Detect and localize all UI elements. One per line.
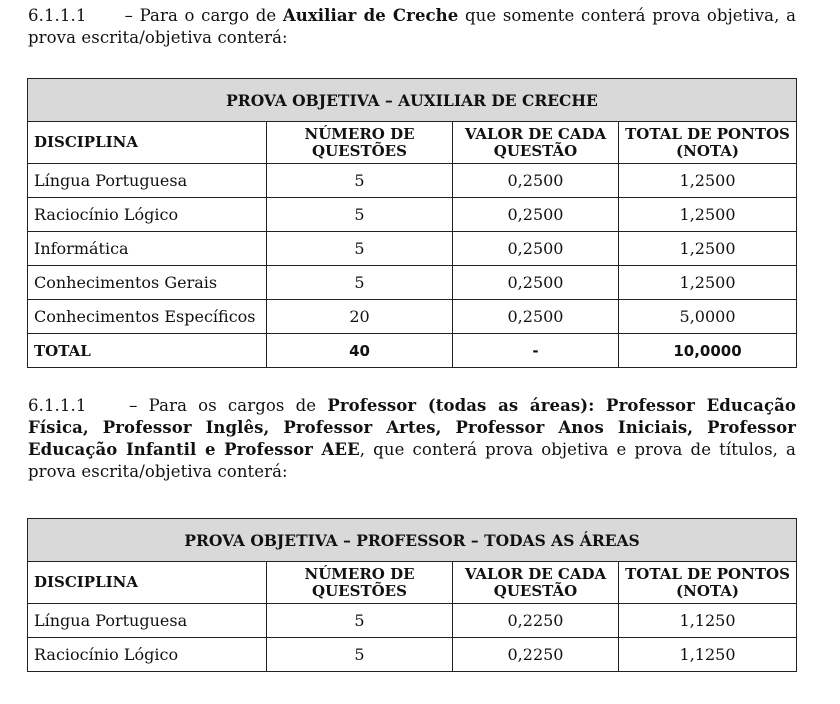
- table-total-row: [28, 334, 797, 368]
- table-cell: 0,2500: [453, 164, 619, 198]
- table-cell: Raciocínio Lógico: [28, 638, 267, 672]
- table-1-title: PROVA OBJETIVA – AUXILIAR DE CRECHE: [28, 79, 797, 122]
- table-cell: 5,0000: [619, 300, 797, 334]
- section-1-role: Auxiliar de Creche: [282, 6, 459, 25]
- section-1-number: 6.1.1.1: [28, 6, 87, 25]
- table-row: [28, 266, 797, 300]
- table-cell: 0,2250: [453, 638, 619, 672]
- table-2-header-valor: VALOR DE CADA QUESTÃO: [453, 562, 619, 604]
- table-cell: 1,2500: [619, 164, 797, 198]
- table-cell: Raciocínio Lógico: [28, 198, 267, 232]
- table-cell: Conhecimentos Gerais: [28, 266, 267, 300]
- table-1-header-disciplina: DISCIPLINA: [28, 122, 267, 164]
- table-cell: 5: [267, 232, 453, 266]
- table-cell: 5: [267, 638, 453, 672]
- table-cell: 1,1250: [619, 604, 797, 638]
- table-row: [28, 164, 797, 198]
- table-cell: 0,2500: [453, 266, 619, 300]
- table-1-header-valor: VALOR DE CADA QUESTÃO: [453, 122, 619, 164]
- table-total-questions: 40: [267, 334, 453, 368]
- table-cell: 20: [267, 300, 453, 334]
- table-auxiliar-creche: [27, 78, 797, 368]
- table-cell: Informática: [28, 232, 267, 266]
- table-cell: Língua Portuguesa: [28, 164, 267, 198]
- table-cell: 0,2500: [453, 232, 619, 266]
- table-cell: 5: [267, 198, 453, 232]
- table-2-header-numero: NÚMERO DE QUESTÕES: [267, 562, 453, 604]
- table-row: [28, 232, 797, 266]
- table-cell: 1,1250: [619, 638, 797, 672]
- table-row: [28, 604, 797, 638]
- section-2-number: 6.1.1.1: [28, 396, 87, 415]
- table-cell: 5: [267, 164, 453, 198]
- section-2-paragraph: [28, 395, 796, 483]
- section-2-text-after: , que conterá prova objetiva e prova de títulos, a prova escrita/objetiva conterá:: [28, 440, 796, 481]
- table-cell: 1,2500: [619, 198, 797, 232]
- section-1-text-before: – Para o cargo de: [118, 6, 283, 25]
- table-professor: [27, 518, 797, 672]
- table-cell: 0,2250: [453, 604, 619, 638]
- table-1-header-total: TOTAL DE PONTOS (NOTA): [619, 122, 797, 164]
- table-row: [28, 638, 797, 672]
- table-cell: 5: [267, 604, 453, 638]
- table-2-header-disciplina: DISCIPLINA: [28, 562, 267, 604]
- table-row: [28, 300, 797, 334]
- table-cell: Conhecimentos Específicos: [28, 300, 267, 334]
- table-1-header-numero: NÚMERO DE QUESTÕES: [267, 122, 453, 164]
- table-cell: 0,2500: [453, 198, 619, 232]
- table-cell: 1,2500: [619, 266, 797, 300]
- table-total-label: TOTAL: [28, 334, 267, 368]
- table-2-header-total: TOTAL DE PONTOS (NOTA): [619, 562, 797, 604]
- section-1-text-after: que somente conterá prova objetiva, a prova escrita/objetiva conterá:: [28, 6, 797, 47]
- section-1-paragraph: [28, 5, 796, 49]
- table-total-points: 10,0000: [619, 334, 797, 368]
- table-cell: Língua Portuguesa: [28, 604, 267, 638]
- section-2-roles: Professor (todas as áreas): Professor Educação Física, Professor Inglês, Professor Artes, Professor Anos Iniciais, Professor Educação Infantil e Professor AEE: [28, 396, 796, 459]
- table-2-title: PROVA OBJETIVA – PROFESSOR – TODAS AS ÁREAS: [28, 519, 797, 562]
- table-cell: 0,2500: [453, 300, 619, 334]
- section-2-text-before: – Para os cargos de: [118, 396, 328, 415]
- table-row: [28, 198, 797, 232]
- table-total-value: -: [453, 334, 619, 368]
- table-cell: 5: [267, 266, 453, 300]
- table-cell: 1,2500: [619, 232, 797, 266]
